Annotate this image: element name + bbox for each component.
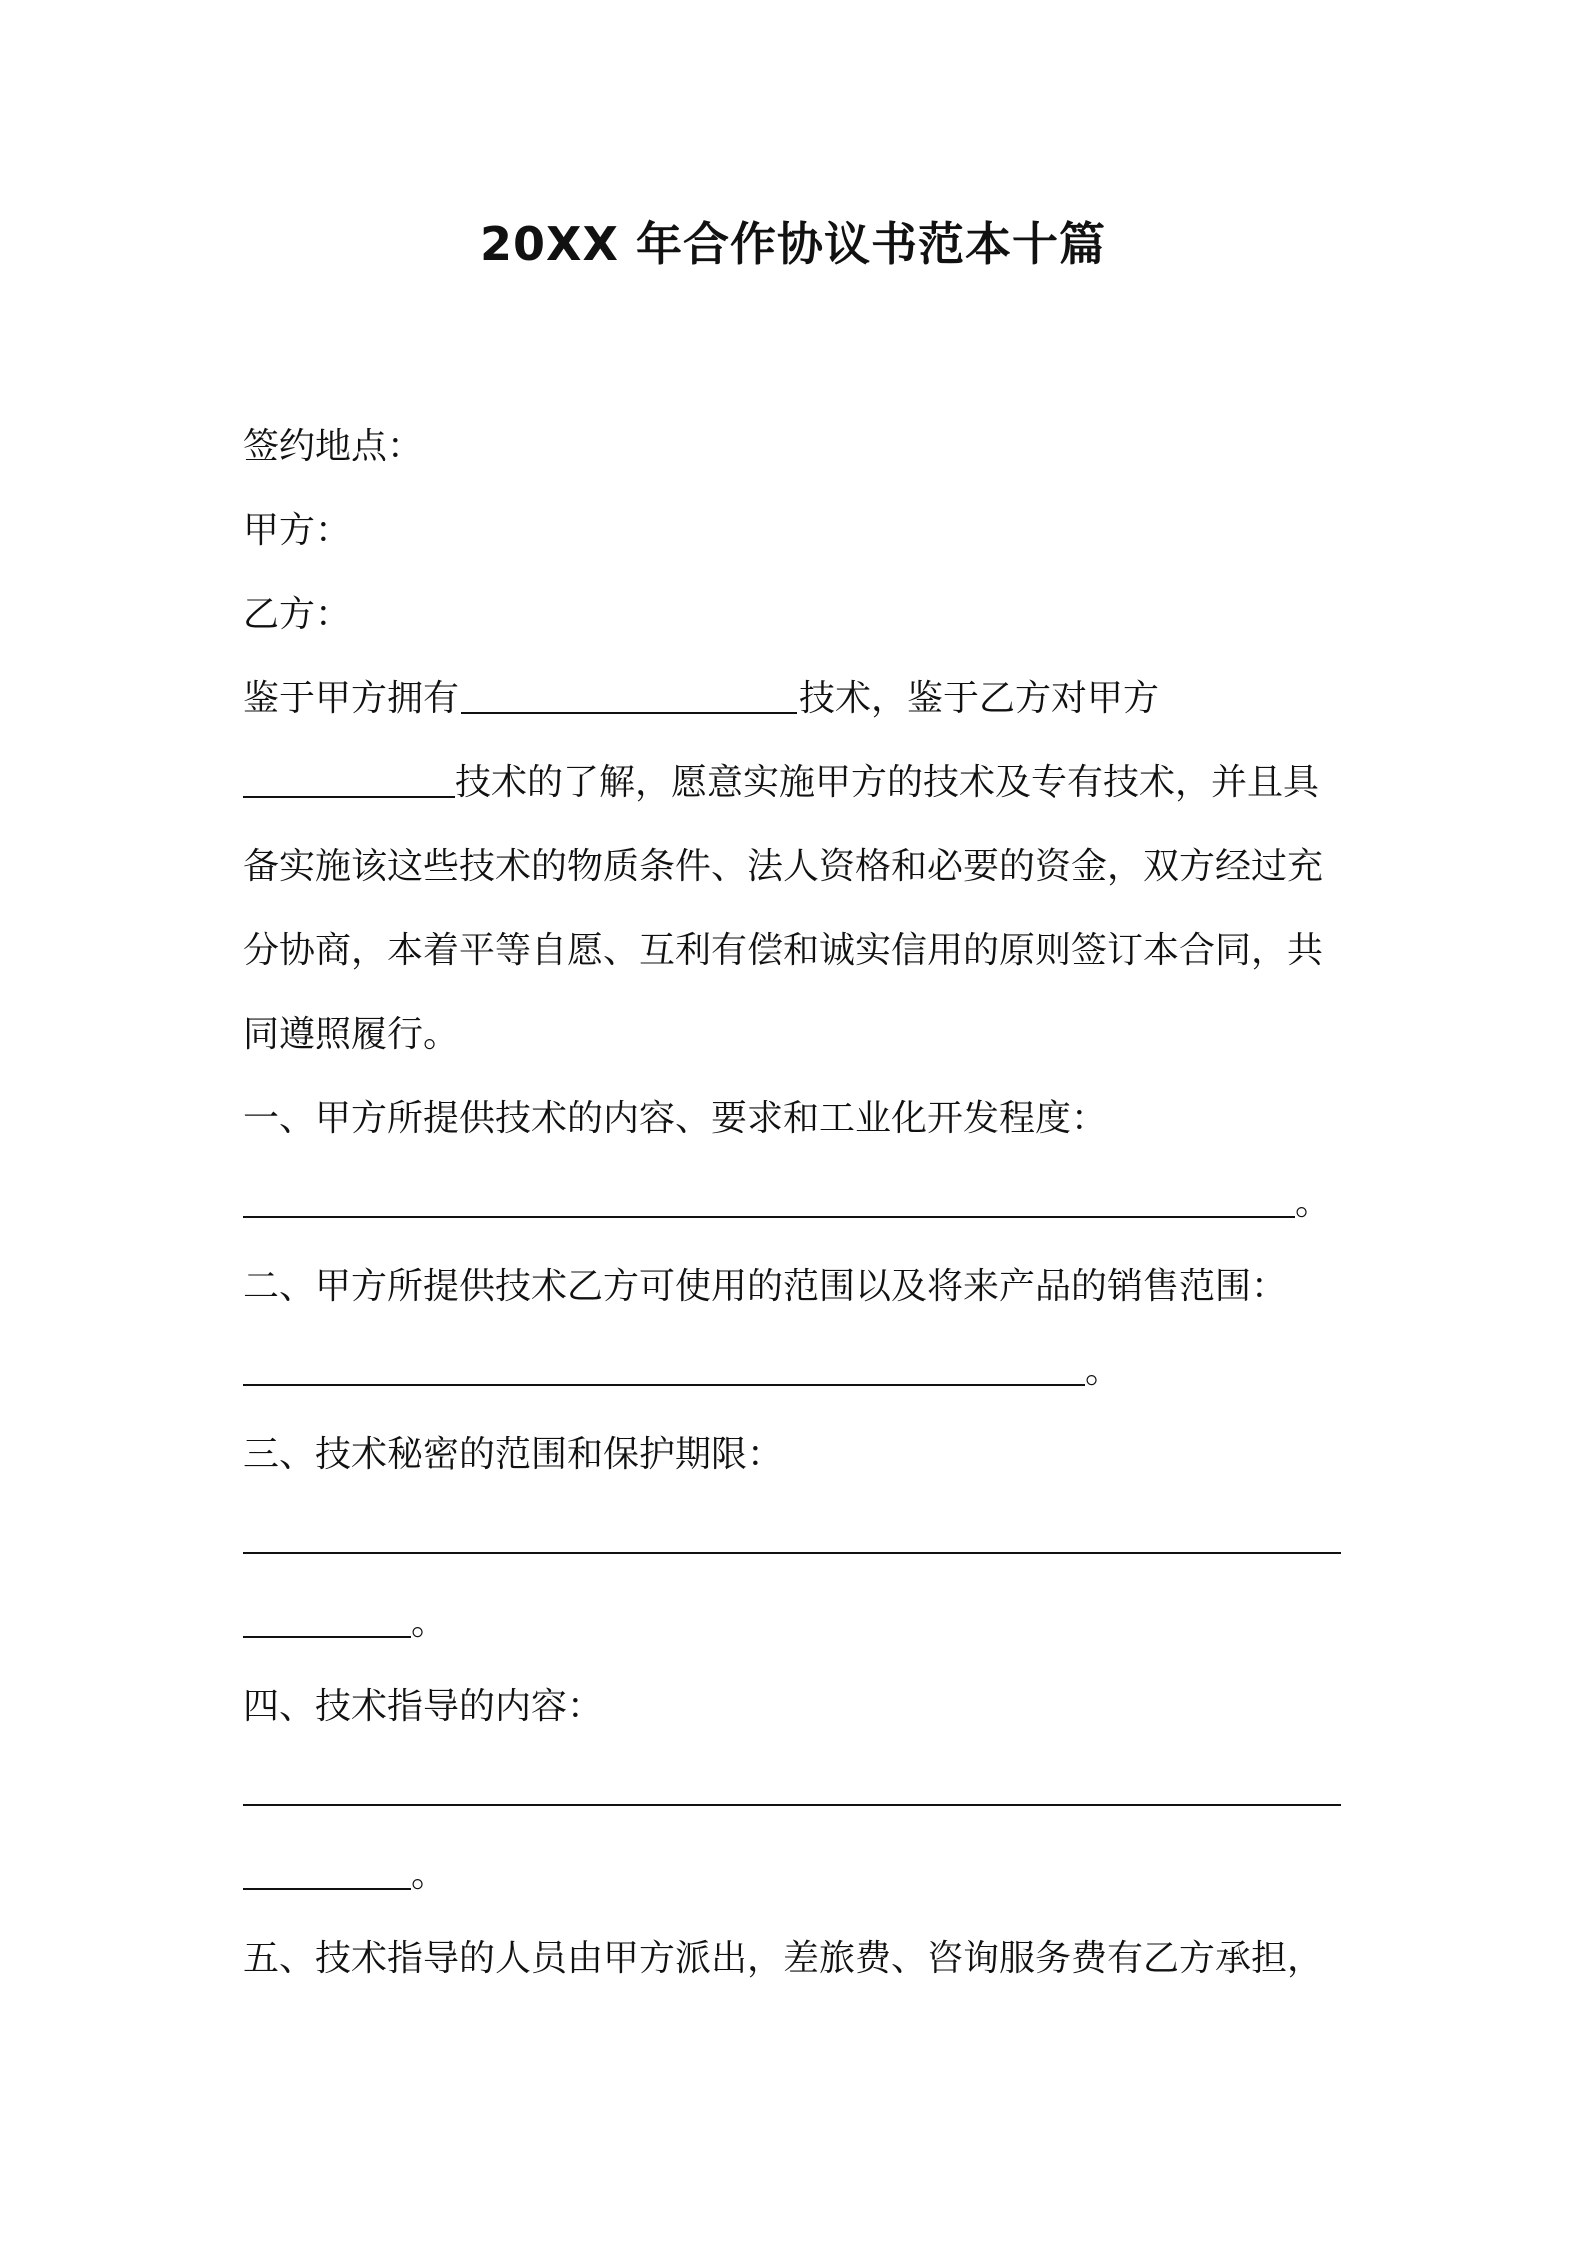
preamble-line-1	[243, 657, 1363, 741]
section-3-text: 三、技术秘密的范围和保护期限：	[243, 1434, 784, 1475]
section-4-blank-line-1	[243, 1749, 1363, 1833]
fill-in-blank	[461, 712, 797, 714]
section-4-text: 四、技术指导的内容：	[243, 1686, 604, 1727]
signing-place-line	[243, 405, 1363, 489]
preamble-line-5	[243, 993, 1363, 1077]
section-2-blank-line	[243, 1329, 1363, 1413]
preamble-text: 技术的了解，愿意实施甲方的技术及专有技术，并且具	[455, 762, 1320, 803]
section-4-heading	[243, 1665, 1363, 1749]
fill-in-blank	[243, 1552, 1341, 1554]
preamble-text: 技术，鉴于乙方对甲方	[799, 678, 1160, 719]
party-b-label: 乙方：	[243, 594, 352, 635]
fill-in-blank	[243, 1216, 1295, 1218]
party-a-label: 甲方：	[243, 510, 352, 551]
fill-in-blank	[243, 796, 455, 798]
party-b-line	[243, 573, 1363, 657]
section-1-heading	[243, 1077, 1363, 1161]
fill-in-blank	[243, 1804, 1341, 1806]
preamble-text: 分协商，本着平等自愿、互利有偿和诚实信用的原则签订本合同，共	[243, 930, 1324, 971]
preamble-text: 同遵照履行。	[243, 1014, 460, 1055]
period: 。	[411, 1854, 448, 1895]
document-body	[243, 405, 1363, 2001]
fill-in-blank	[243, 1636, 411, 1638]
preamble-text: 备实施该这些技术的物质条件、法人资格和必要的资金，双方经过充	[243, 846, 1324, 887]
period: 。	[1085, 1350, 1122, 1391]
fill-in-blank	[243, 1384, 1085, 1386]
fill-in-blank	[243, 1888, 411, 1890]
preamble-line-2	[243, 741, 1363, 825]
section-2-text: 二、甲方所提供技术乙方可使用的范围以及将来产品的销售范围：	[243, 1266, 1288, 1307]
section-3-blank-line-2	[243, 1581, 1363, 1665]
section-4-blank-line-2	[243, 1833, 1363, 1917]
section-5-heading	[243, 1917, 1363, 2001]
preamble-line-3	[243, 825, 1363, 909]
period: 。	[411, 1602, 448, 1643]
section-3-heading	[243, 1413, 1363, 1497]
section-1-blank-line	[243, 1161, 1363, 1245]
period: 。	[1295, 1182, 1332, 1223]
section-5-text: 五、技术指导的人员由甲方派出，差旅费、咨询服务费有乙方承担，	[243, 1938, 1324, 1979]
preamble-line-4	[243, 909, 1363, 993]
party-a-line	[243, 489, 1363, 573]
section-3-blank-line-1	[243, 1497, 1363, 1581]
section-1-text: 一、甲方所提供技术的内容、要求和工业化开发程度：	[243, 1098, 1108, 1139]
section-2-heading	[243, 1245, 1363, 1329]
document-title: 20XX 年合作协议书范本十篇	[480, 217, 1106, 271]
preamble-text: 鉴于甲方拥有	[243, 678, 460, 719]
signing-place-label: 签约地点：	[243, 426, 424, 467]
